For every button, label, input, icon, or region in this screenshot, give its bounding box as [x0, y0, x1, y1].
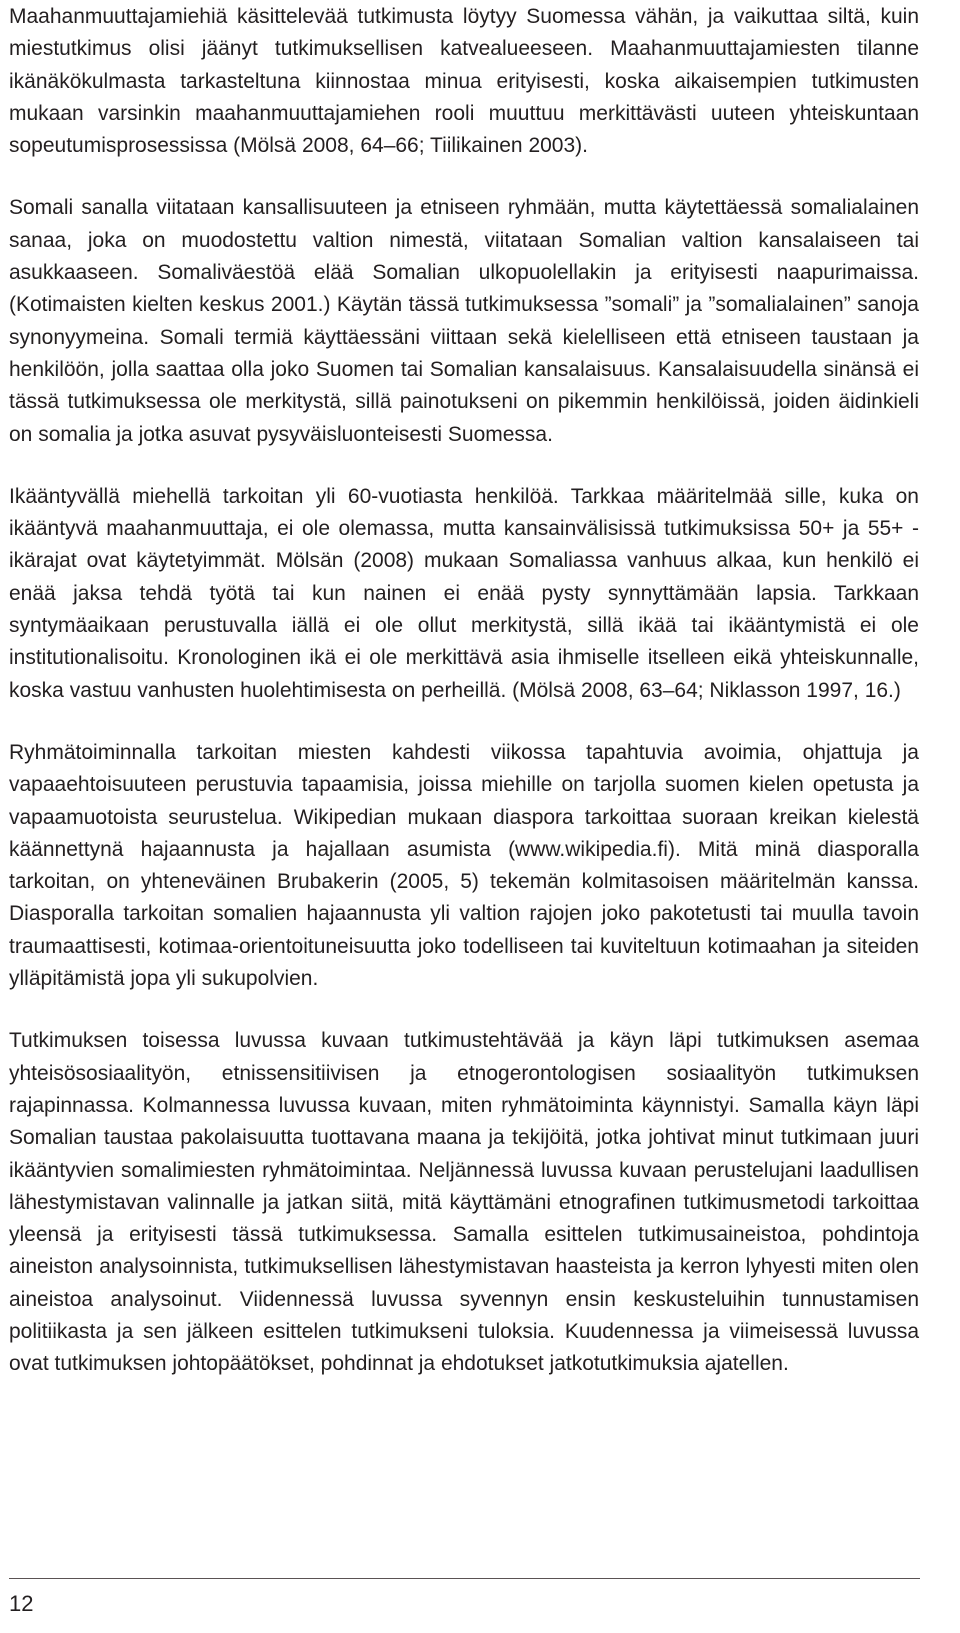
paragraph-group-activity-diaspora: Ryhmätoiminnalla tarkoitan miesten kahdesti viikossa tapahtuvia avoimia, ohjattuja ja vapaaehtoisuuteen perustuvia tapaamisia, joissa miehille on tarjolla suomen kielen opetusta ja vapaamuotoista seurustelua. Wikipedian mukaan diaspora tarkoittaa suoraan kreikan kielestä käännettynä hajaannusta ja hajallaan asumista (www.wikipedia.fi). Mitä minä diasporalla tarkoitan, on yhteneväinen Brubakerin (2005, 5) tekemän kolmitasoisen määritelmän kanssa. Diasporalla tarkoitan somalien hajaannusta yli valtion rajojen joko pakotetusti tai muulla tavoin traumaattisesti, kotimaa-orientoituneisuutta joko todelliseen tai kuviteltuun kotimaahan ja siteiden ylläpitämistä jopa yli sukupolvien.: [9, 740, 919, 991]
document-body: [9, 1, 919, 1381]
paragraph-thesis-structure: Tutkimuksen toisessa luvussa kuvaan tutkimustehtävää ja käyn läpi tutkimuksen asemaa yhteisösosiaalityön, etnissensitiivisen ja etnogerontologisen sosiaalityön tutkimuksen rajapinnassa. Kolmannessa luvussa kuvaan, miten ryhmätoiminta käynnistyi. Samalla käyn läpi Somalian taustaa pakolaisuutta tuottavana maana ja tekijöitä, jotka johtivat minut tutkimaan juuri ikääntyvien somalimiesten ryhmätoimintaa. Neljännessä luvussa kuvaan perustelujani laadullisen lähestymistavan valinnalle ja jatkan siitä, mitä käyttämäni etnografinen tutkimusmetodi tarkoittaa yleensä ja erityisesti tässä tutkimuksessa. Samalla esittelen tutkimusaineistoa, pohdintoja aineiston analysoinnista, tutkimuksellisen lähestymistavan haasteista ja kerron lyhyesti miten olen aineistoa analysoinut. Viidennessä luvussa syvennyn ensin keskusteluihin tunnustamisen politiikasta ja sen jälkeen esittelen tutkimukseni tuloksia. Kuudennessa ja viimeisessä luvussa ovat tutkimuksen johtopäätökset, pohdinnat ja ehdotukset jatkotutkimuksia ajatellen.: [9, 1029, 919, 1376]
paragraph-somali-definition: Somali sanalla viitataan kansallisuuteen ja etniseen ryhmään, mutta käytettäessä somalialainen sanaa, joka on muodostettu valtion nimestä, viitataan Somalian valtion kansalaiseen tai asukkaaseen. Somaliväestöä elää Somalian ulkopuolellakin ja erityisesti naapurimaissa. (Kotimaisten kielten keskus 2001.) Käytän tässä tutkimuksessa ”somali” ja ”somalialainen” sanoja synonyymeina. Somali termiä käyttäessäni viittaan sekä kielelliseen että etniseen taustaan ja henkilöön, jolla saattaa olla joko Suomen tai Somalian kansalaisuus. Kansalaisuudella sinänsä ei tässä tutkimuksessa ole merkitystä, sillä painotukseni on pikemmin henkilöissä, joiden äidinkieli on somalia ja jotka asuvat pysyväisluonteisesti Suomessa.: [9, 196, 919, 446]
footer-divider: [9, 1578, 920, 1579]
paragraph-ageing-definition: Ikääntyvällä miehellä tarkoitan yli 60-vuotiasta henkilöä. Tarkkaa määritelmää sille, kuka on ikääntyvä maahanmuuttaja, ei ole olemassa, mutta kansainvälisissä tutkimuksissa 50+ ja 55+ -ikärajat ovat käytetyimmät. Mölsän (2008) mukaan Somaliassa vanhuus alkaa, kun henkilö ei enää jaksa tehdä työtä tai kun nainen ei enää pysty synnyttämään lapsia. Tarkkaan syntymäaikaan perustuvalla iällä ei ole ollut merkitystä, sillä ikää tai ikääntymistä ei ole institutionalisoitu. Kronologinen ikä ei ole merkittävä asia ihmiselle itselleen eikä yhteiskunnalle, koska vastuu vanhusten huolehtimisesta on perheillä. (Mölsä 2008, 63–64; Niklasson 1997, 16.): [9, 484, 919, 702]
page-number: 12: [9, 1591, 34, 1616]
paragraph-immigrant-men-research: Maahanmuuttajamiehiä käsittelevää tutkimusta löytyy Suomessa vähän, ja vaikuttaa siltä, kuin miestutkimus olisi jäänyt tutkimuksellisen katvealueeseen. Maahanmuuttajamiesten tilanne ikänäkökulmasta tarkasteltuna kiinnostaa minua erityisesti, koska aikaisempien tutkimusten mukaan varsinkin maahanmuuttajamiehen rooli muuttuu merkittävästi uuteen yhteiskuntaan sopeutumisprosessissa (Mölsä 2008, 64–66; Tiilikainen 2003).: [9, 5, 919, 158]
